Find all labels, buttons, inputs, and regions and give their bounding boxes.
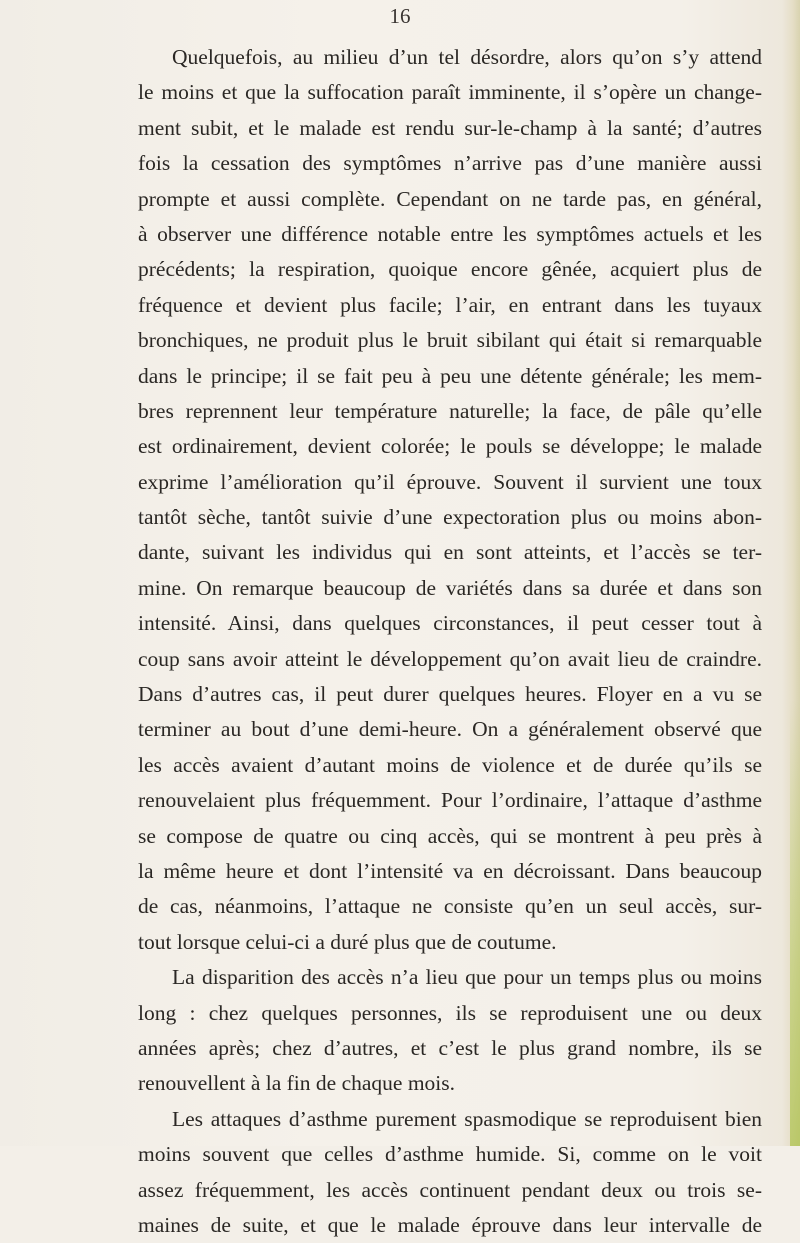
text-line: Dans d’autres cas, il peut durer quelques heures. Floyer en a vu se: [138, 682, 762, 707]
text-line: renouvelaient plus fréquemment. Pour l’ordinaire, l’attaque d’asthme: [138, 788, 762, 813]
body-text: [138, 40, 762, 1243]
text-line: mine. On remarque beaucoup de variétés dans sa durée et dans son: [138, 575, 762, 600]
text-line: maines de suite, et que le malade éprouve dans leur intervalle de: [138, 1212, 762, 1237]
text-line: dante, suivant les individus qui en sont atteints, et l’accès se ter-: [138, 540, 762, 565]
text-line: Les attaques d’asthme purement spasmodique se reproduisent bien: [172, 1106, 762, 1131]
text-line: se compose de quatre ou cinq accès, qui se montrent à peu près à: [138, 823, 762, 848]
text-line: ment subit, et le malade est rendu sur-le-champ à la santé; d’autres: [138, 115, 762, 140]
text-line: fois la cessation des symptômes n’arrive pas d’une manière aussi: [138, 151, 762, 176]
text-line: moins souvent que celles d’asthme humide. Si, comme on le voit: [138, 1142, 762, 1167]
text-line: bres reprennent leur température naturelle; la face, de pâle qu’elle: [138, 398, 762, 423]
text-line: les accès avaient d’autant moins de violence et de durée qu’ils se: [138, 752, 762, 777]
text-line: à observer une différence notable entre les symptômes actuels et les: [138, 221, 762, 246]
text-line: de cas, néanmoins, l’attaque ne consiste qu’en un seul accès, sur-: [138, 894, 762, 919]
text-line: années après; chez d’autres, et c’est le plus grand nombre, ils se: [138, 1035, 762, 1060]
text-line: terminer au bout d’une demi-heure. On a généralement observé que: [138, 717, 762, 742]
page-edge-stain: [790, 700, 800, 1146]
text-line: la même heure et dont l’intensité va en décroissant. Dans beaucoup: [138, 858, 762, 883]
text-line: bronchiques, ne produit plus le bruit sibilant qui était si remarquable: [138, 328, 762, 353]
text-line: renouvellent à la fin de chaque mois.: [138, 1071, 456, 1096]
text-line: exprime l’amélioration qu’il éprouve. Souvent il survient une toux: [138, 469, 762, 494]
text-line: dans le principe; il se fait peu à peu une détente générale; les mem-: [138, 363, 762, 388]
text-line: est ordinairement, devient colorée; le pouls se développe; le malade: [138, 434, 762, 459]
text-line: long : chez quelques personnes, ils se reproduisent une ou deux: [138, 1000, 762, 1025]
text-line: coup sans avoir atteint le développement qu’on avait lieu de craindre.: [138, 646, 762, 671]
text-line: le moins et que la suffocation paraît imminente, il s’opère un change-: [138, 80, 762, 105]
text-line: La disparition des accès n’a lieu que pour un temps plus ou moins: [172, 965, 762, 990]
text-line: Quelquefois, au milieu d’un tel désordre, alors qu’on s’y attend: [172, 45, 762, 69]
text-line: assez fréquemment, les accès continuent pendant deux ou trois se-: [138, 1177, 762, 1202]
text-line: prompte et aussi complète. Cependant on ne tarde pas, en général,: [138, 186, 762, 211]
text-line: précédents; la respiration, quoique encore gênée, acquiert plus de: [138, 257, 762, 282]
text-line: intensité. Ainsi, dans quelques circonstances, il peut cesser tout à: [138, 611, 762, 636]
page-number: 16: [389, 4, 411, 28]
text-line: tout lorsque celui-ci a duré plus que de coutume.: [138, 929, 557, 954]
text-line: tantôt sèche, tantôt suivie d’une expectoration plus ou moins abon-: [138, 505, 762, 530]
text-line: fréquence et devient plus facile; l’air, en entrant dans les tuyaux: [138, 292, 762, 317]
